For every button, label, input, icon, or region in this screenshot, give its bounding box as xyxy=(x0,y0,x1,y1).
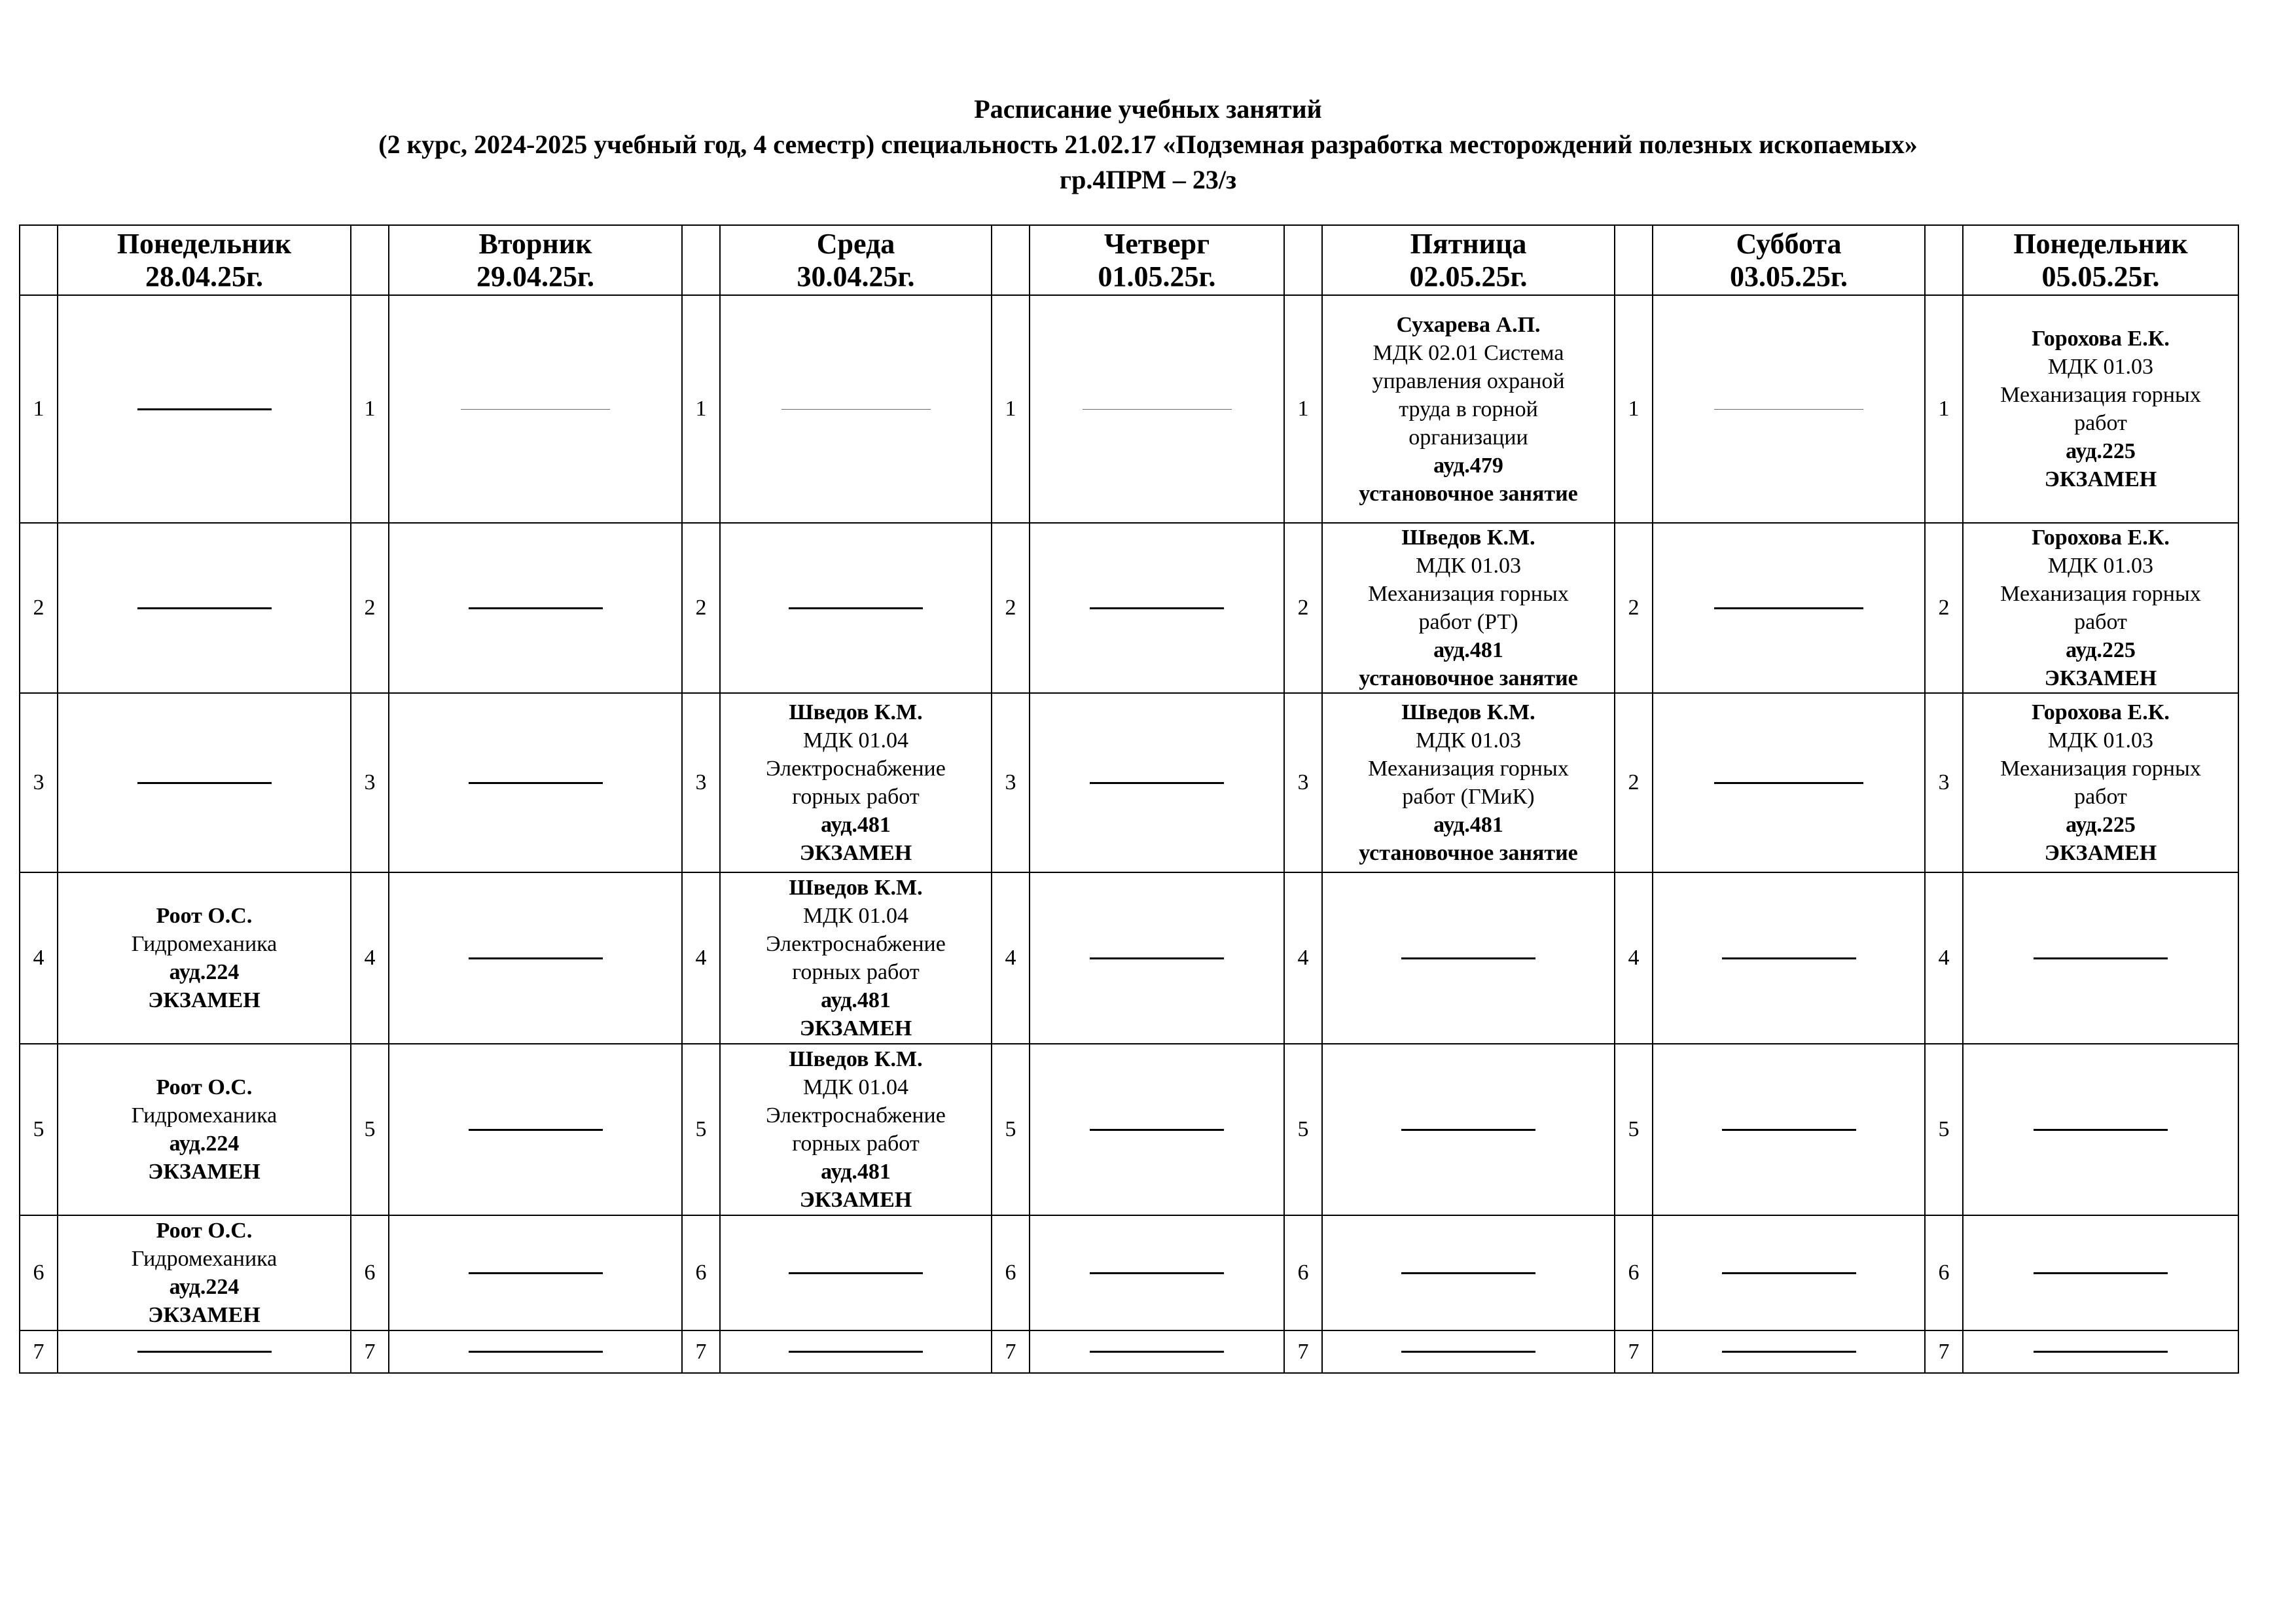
subject-line: работ (РТ) xyxy=(1418,610,1518,634)
empty-dash xyxy=(1401,1129,1535,1131)
empty-dash xyxy=(781,409,931,410)
subject-line: Гидромеханика xyxy=(131,1103,278,1128)
teacher-name: Роот О.С. xyxy=(156,904,253,928)
room-label: ауд.224 xyxy=(169,960,240,984)
subject-line: МДК 01.03 xyxy=(1415,728,1522,753)
lesson-number: 1 xyxy=(1615,295,1653,523)
empty-dash xyxy=(789,1272,923,1274)
lesson-number: 7 xyxy=(20,1330,58,1373)
room-label: ауд.225 xyxy=(2066,439,2136,463)
lesson-cell-empty xyxy=(58,295,351,523)
empty-dash xyxy=(1083,409,1232,410)
day-name: Пятница xyxy=(1410,227,1527,260)
lesson-cell xyxy=(1963,693,2238,872)
day-header-friday xyxy=(1322,225,1615,295)
lesson-row-6 xyxy=(20,1215,2238,1330)
lesson-cell-empty xyxy=(389,523,682,693)
subject-line: работ xyxy=(2074,610,2127,634)
subject-line: МДК 01.03 xyxy=(2047,728,2154,753)
lesson-cell-empty xyxy=(389,1330,682,1373)
subject-line: Электроснабжение xyxy=(766,1103,946,1128)
subject-line: управления охраной xyxy=(1372,368,1565,393)
lesson-number: 5 xyxy=(992,1044,1030,1215)
lesson-number: 2 xyxy=(1615,523,1653,693)
room-label: ауд.224 xyxy=(169,1275,240,1299)
lesson-number: 2 xyxy=(1615,693,1653,872)
lesson-cell-empty xyxy=(1653,1044,1925,1215)
lesson-number: 4 xyxy=(1284,872,1322,1044)
lesson-cell xyxy=(58,872,351,1044)
document-title: Расписание учебных занятий xyxy=(974,94,1322,124)
empty-dash xyxy=(1090,957,1224,959)
lesson-note: ЭКЗАМЕН xyxy=(2044,841,2157,865)
day-name: Суббота xyxy=(1736,227,1842,260)
subject-line: МДК 01.04 xyxy=(802,728,909,753)
empty-dash xyxy=(469,1351,603,1353)
teacher-name: Шведов К.М. xyxy=(1401,700,1535,724)
lesson-number: 6 xyxy=(20,1215,58,1330)
day-date: 05.05.25г. xyxy=(2041,260,2160,293)
lesson-note: ЭКЗАМЕН xyxy=(799,1016,912,1041)
subject-line: Гидромеханика xyxy=(131,932,278,956)
empty-dash xyxy=(469,957,603,959)
day-name: Вторник xyxy=(478,227,592,260)
empty-dash xyxy=(137,408,272,410)
lesson-number: 6 xyxy=(351,1215,389,1330)
lesson-number: 6 xyxy=(1284,1215,1322,1330)
lesson-number-header xyxy=(351,225,389,295)
lesson-row-3 xyxy=(20,693,2238,872)
subject-line: организации xyxy=(1408,425,1528,450)
empty-dash xyxy=(1090,1129,1224,1131)
day-name: Понедельник xyxy=(2013,227,2188,260)
teacher-name: Шведов К.М. xyxy=(1401,526,1535,550)
lesson-note: установочное занятие xyxy=(1359,841,1578,865)
lesson-number: 4 xyxy=(351,872,389,1044)
lesson-number: 2 xyxy=(20,523,58,693)
empty-dash xyxy=(2034,1272,2168,1274)
empty-dash xyxy=(1090,1351,1224,1353)
lesson-cell-empty xyxy=(1030,295,1284,523)
subject-line: Электроснабжение xyxy=(766,932,946,956)
lesson-number-header xyxy=(1615,225,1653,295)
lesson-number: 2 xyxy=(682,523,720,693)
document-subtitle: (2 курс, 2024-2025 учебный год, 4 семестр) специальность 21.02.17 «Подземная разработка месторождений полезных ископаемых» xyxy=(378,130,1918,159)
lesson-cell-empty xyxy=(1030,693,1284,872)
lesson-number: 1 xyxy=(1284,295,1322,523)
lesson-cell-empty xyxy=(389,295,682,523)
lesson-cell xyxy=(1963,523,2238,693)
subject-line: Механизация горных xyxy=(1368,582,1569,606)
subject-line: Механизация горных xyxy=(2000,383,2201,407)
lesson-cell-empty xyxy=(1963,872,2238,1044)
day-header-monday-1 xyxy=(58,225,351,295)
lesson-cell xyxy=(1322,295,1615,523)
empty-dash xyxy=(1722,1129,1856,1131)
lesson-row-1 xyxy=(20,295,2238,523)
lesson-cell-empty xyxy=(1322,1330,1615,1373)
lesson-note: установочное занятие xyxy=(1359,666,1578,690)
day-name: Понедельник xyxy=(117,227,292,260)
lesson-number: 7 xyxy=(1925,1330,1963,1373)
lesson-number: 4 xyxy=(1925,872,1963,1044)
subject-line: Механизация горных xyxy=(2000,582,2201,606)
subject-line: работ xyxy=(2074,411,2127,435)
lesson-number: 5 xyxy=(351,1044,389,1215)
lesson-number: 2 xyxy=(1925,523,1963,693)
lesson-number: 4 xyxy=(20,872,58,1044)
lesson-number: 7 xyxy=(682,1330,720,1373)
lesson-cell-empty xyxy=(58,1330,351,1373)
group-label: гр.4ПРМ – 23/з xyxy=(1059,165,1237,194)
lesson-number: 1 xyxy=(682,295,720,523)
day-header-wednesday xyxy=(720,225,992,295)
lesson-number-header xyxy=(682,225,720,295)
lesson-cell-empty xyxy=(1030,523,1284,693)
subject-line: МДК 01.03 xyxy=(2047,554,2154,578)
subject-line: МДК 01.04 xyxy=(802,904,909,928)
day-date: 29.04.25г. xyxy=(476,260,595,293)
empty-dash xyxy=(789,607,923,609)
lesson-cell-empty xyxy=(1322,1044,1615,1215)
lesson-number: 1 xyxy=(1925,295,1963,523)
lesson-number-header xyxy=(1284,225,1322,295)
empty-dash xyxy=(1714,607,1863,609)
lesson-cell xyxy=(1322,693,1615,872)
lesson-row-5 xyxy=(20,1044,2238,1215)
title-block xyxy=(0,92,2296,198)
lesson-note: ЭКЗАМЕН xyxy=(148,1160,260,1184)
day-date: 02.05.25г. xyxy=(1409,260,1528,293)
lesson-number-header xyxy=(992,225,1030,295)
lesson-number: 6 xyxy=(992,1215,1030,1330)
day-date: 30.04.25г. xyxy=(797,260,915,293)
lesson-note: ЭКЗАМЕН xyxy=(2044,467,2157,491)
empty-dash xyxy=(1714,782,1863,784)
lesson-number: 7 xyxy=(992,1330,1030,1373)
teacher-name: Горохова Е.К. xyxy=(2032,526,2170,550)
lesson-cell-empty xyxy=(1653,523,1925,693)
lesson-cell-empty xyxy=(1653,693,1925,872)
lesson-number: 2 xyxy=(992,523,1030,693)
subject-line: горных работ xyxy=(792,1132,920,1156)
lesson-cell-empty xyxy=(1030,1215,1284,1330)
room-label: ауд.481 xyxy=(821,988,891,1012)
lesson-cell-empty xyxy=(389,872,682,1044)
room-label: ауд.481 xyxy=(821,1160,891,1184)
lesson-number: 6 xyxy=(682,1215,720,1330)
lesson-number: 4 xyxy=(682,872,720,1044)
day-name: Среда xyxy=(816,227,895,260)
subject-line: горных работ xyxy=(792,960,920,984)
lesson-cell xyxy=(58,1215,351,1330)
room-label: ауд.479 xyxy=(1433,453,1503,478)
lesson-cell xyxy=(720,1044,992,1215)
lesson-cell xyxy=(1963,295,2238,523)
lesson-cell-empty xyxy=(58,523,351,693)
lesson-cell-empty xyxy=(1030,872,1284,1044)
lesson-number: 6 xyxy=(1615,1215,1653,1330)
empty-dash xyxy=(469,1129,603,1131)
empty-dash xyxy=(1714,409,1863,410)
lesson-note: ЭКЗАМЕН xyxy=(799,1188,912,1212)
lesson-cell-empty xyxy=(1322,872,1615,1044)
teacher-name: Шведов К.М. xyxy=(789,876,923,900)
subject-line: работ xyxy=(2074,785,2127,809)
room-label: ауд.481 xyxy=(1433,813,1503,837)
lesson-cell xyxy=(720,872,992,1044)
subject-line: Механизация горных xyxy=(1368,757,1569,781)
empty-dash xyxy=(1090,607,1224,609)
empty-dash xyxy=(1090,1272,1224,1274)
header-row xyxy=(20,225,2238,295)
lesson-number: 4 xyxy=(1615,872,1653,1044)
empty-dash xyxy=(461,409,610,410)
empty-dash xyxy=(137,607,272,609)
empty-dash xyxy=(2034,957,2168,959)
day-date: 03.05.25г. xyxy=(1729,260,1848,293)
empty-dash xyxy=(469,1272,603,1274)
lesson-number: 5 xyxy=(1284,1044,1322,1215)
lesson-cell xyxy=(1322,523,1615,693)
day-date: 01.05.25г. xyxy=(1098,260,1216,293)
subject-line: МДК 02.01 Система xyxy=(1372,340,1564,365)
lesson-cell-empty xyxy=(1322,1215,1615,1330)
lesson-number: 1 xyxy=(992,295,1030,523)
empty-dash xyxy=(1722,1272,1856,1274)
lesson-note: ЭКЗАМЕН xyxy=(2044,666,2157,690)
empty-dash xyxy=(1401,957,1535,959)
empty-dash xyxy=(137,782,272,784)
lesson-row-4 xyxy=(20,872,2238,1044)
lesson-cell-empty xyxy=(720,523,992,693)
subject-line: горных работ xyxy=(792,785,920,809)
subject-line: МДК 01.03 xyxy=(2047,355,2154,379)
empty-dash xyxy=(2034,1129,2168,1131)
lesson-cell xyxy=(58,1044,351,1215)
lesson-number: 3 xyxy=(351,693,389,872)
lesson-number: 7 xyxy=(1615,1330,1653,1373)
room-label: ауд.225 xyxy=(2066,638,2136,662)
lesson-number: 1 xyxy=(20,295,58,523)
lesson-cell-empty xyxy=(389,1044,682,1215)
lesson-cell-empty xyxy=(1963,1215,2238,1330)
lesson-note: ЭКЗАМЕН xyxy=(799,841,912,865)
lesson-number-header xyxy=(20,225,58,295)
lesson-note: ЭКЗАМЕН xyxy=(148,1303,260,1327)
empty-dash xyxy=(469,607,603,609)
day-header-tuesday xyxy=(389,225,682,295)
empty-dash xyxy=(1722,957,1856,959)
empty-dash xyxy=(469,782,603,784)
lesson-cell-empty xyxy=(389,693,682,872)
room-label: ауд.481 xyxy=(821,813,891,837)
day-header-saturday xyxy=(1653,225,1925,295)
lesson-cell-empty xyxy=(1030,1330,1284,1373)
lesson-cell-empty xyxy=(720,295,992,523)
lesson-cell-empty xyxy=(1030,1044,1284,1215)
day-header-monday-2 xyxy=(1963,225,2238,295)
lesson-cell-empty xyxy=(1653,1330,1925,1373)
empty-dash xyxy=(1722,1351,1856,1353)
lesson-number: 1 xyxy=(351,295,389,523)
lesson-number: 4 xyxy=(992,872,1030,1044)
lesson-row-2 xyxy=(20,523,2238,693)
empty-dash xyxy=(2034,1351,2168,1353)
room-label: ауд.481 xyxy=(1433,638,1503,662)
subject-line: МДК 01.04 xyxy=(802,1075,909,1099)
lesson-number: 2 xyxy=(351,523,389,693)
lesson-cell-empty xyxy=(1963,1330,2238,1373)
lesson-number: 3 xyxy=(1925,693,1963,872)
lesson-number: 5 xyxy=(1615,1044,1653,1215)
teacher-name: Сухарева А.П. xyxy=(1396,312,1541,337)
subject-line: Гидромеханика xyxy=(131,1247,278,1271)
subject-line: Механизация горных xyxy=(2000,757,2201,781)
teacher-name: Шведов К.М. xyxy=(789,700,923,724)
empty-dash xyxy=(137,1351,272,1353)
lesson-number-header xyxy=(1925,225,1963,295)
lesson-number: 3 xyxy=(992,693,1030,872)
lesson-number: 5 xyxy=(20,1044,58,1215)
empty-dash xyxy=(789,1351,923,1353)
lesson-number: 5 xyxy=(1925,1044,1963,1215)
lesson-number: 3 xyxy=(1284,693,1322,872)
lesson-cell-empty xyxy=(720,1330,992,1373)
subject-line: Электроснабжение xyxy=(766,757,946,781)
lesson-cell-empty xyxy=(58,693,351,872)
lesson-cell-empty xyxy=(1653,295,1925,523)
lesson-note: установочное занятие xyxy=(1359,481,1578,506)
lesson-row-7 xyxy=(20,1330,2238,1373)
room-label: ауд.224 xyxy=(169,1132,240,1156)
lesson-number: 2 xyxy=(1284,523,1322,693)
day-name: Четверг xyxy=(1103,227,1210,260)
lesson-cell-empty xyxy=(1653,1215,1925,1330)
room-label: ауд.225 xyxy=(2066,813,2136,837)
schedule-table xyxy=(19,224,2239,1374)
lesson-cell-empty xyxy=(720,1215,992,1330)
teacher-name: Роот О.С. xyxy=(156,1075,253,1099)
lesson-number: 7 xyxy=(351,1330,389,1373)
lesson-number: 3 xyxy=(682,693,720,872)
lesson-cell xyxy=(720,693,992,872)
lesson-number: 5 xyxy=(682,1044,720,1215)
day-date: 28.04.25г. xyxy=(145,260,264,293)
lesson-cell-empty xyxy=(1653,872,1925,1044)
lesson-number: 6 xyxy=(1925,1215,1963,1330)
lesson-number: 7 xyxy=(1284,1330,1322,1373)
empty-dash xyxy=(1401,1351,1535,1353)
lesson-note: ЭКЗАМЕН xyxy=(148,988,260,1012)
teacher-name: Роот О.С. xyxy=(156,1219,253,1243)
teacher-name: Горохова Е.К. xyxy=(2032,700,2170,724)
teacher-name: Шведов К.М. xyxy=(789,1047,923,1071)
teacher-name: Горохова Е.К. xyxy=(2032,327,2170,351)
day-header-thursday xyxy=(1030,225,1284,295)
lesson-number: 3 xyxy=(20,693,58,872)
subject-line: труда в горной xyxy=(1399,397,1538,421)
subject-line: МДК 01.03 xyxy=(1415,554,1522,578)
empty-dash xyxy=(1090,782,1224,784)
empty-dash xyxy=(1401,1272,1535,1274)
lesson-cell-empty xyxy=(1963,1044,2238,1215)
lesson-cell-empty xyxy=(389,1215,682,1330)
subject-line: работ (ГМиК) xyxy=(1402,785,1535,809)
